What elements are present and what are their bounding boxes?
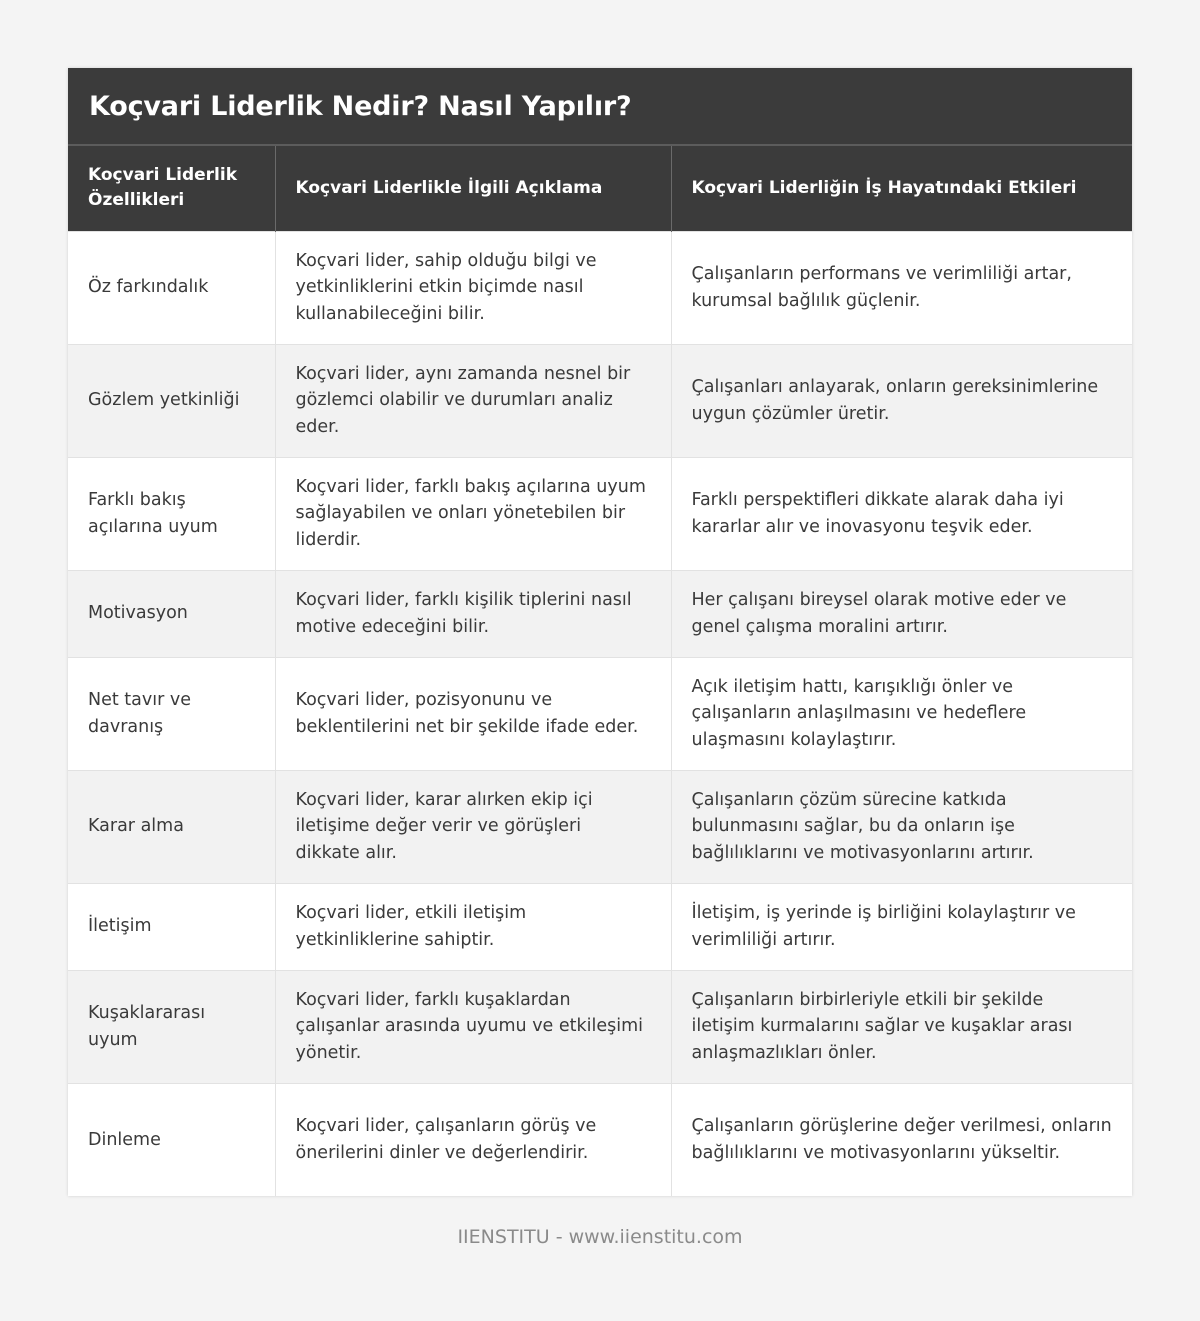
- cell-feature: Gözlem yetkinliği: [68, 344, 275, 457]
- column-header-features: Koçvari Liderlik Özellikleri: [68, 145, 275, 231]
- table-row: [68, 457, 1132, 570]
- table-row: [68, 770, 1132, 883]
- table-row: [68, 970, 1132, 1083]
- cell-feature: Net tavır ve davranış: [68, 657, 275, 770]
- cell-feature: Dinleme: [68, 1083, 275, 1196]
- cell-description: Koçvari lider, çalışanların görüş ve önerilerini dinler ve değerlendirir.: [275, 1083, 671, 1196]
- cell-description: Koçvari lider, karar alırken ekip içi iletişime değer verir ve görüşleri dikkate alır.: [275, 770, 671, 883]
- cell-effect: Çalışanların performans ve verimliliği artar, kurumsal bağlılık güçlenir.: [671, 231, 1132, 344]
- cell-feature: Motivasyon: [68, 570, 275, 657]
- cell-description: Koçvari lider, etkili iletişim yetkinliklerine sahiptir.: [275, 883, 671, 970]
- table-row: [68, 231, 1132, 344]
- data-table: [68, 144, 1132, 1196]
- cell-effect: İletişim, iş yerinde iş birliğini kolaylaştırır ve verimliliği artırır.: [671, 883, 1132, 970]
- table-row: [68, 883, 1132, 970]
- cell-feature: Öz farkındalık: [68, 231, 275, 344]
- table-card: [68, 68, 1132, 1196]
- table-row: [68, 1083, 1132, 1196]
- cell-effect: Çalışanların birbirleriyle etkili bir şekilde iletişim kurmalarını sağlar ve kuşaklar arası anlaşmazlıkları önler.: [671, 970, 1132, 1083]
- cell-effect: Açık iletişim hattı, karışıklığı önler ve çalışanların anlaşılmasını ve hedeflere ulaşmasını kolaylaştırır.: [671, 657, 1132, 770]
- cell-description: Koçvari lider, farklı kişilik tiplerini nasıl motive edeceğini bilir.: [275, 570, 671, 657]
- cell-feature: İletişim: [68, 883, 275, 970]
- page-title: Koçvari Liderlik Nedir? Nasıl Yapılır?: [68, 68, 1132, 144]
- cell-effect: Çalışanların görüşlerine değer verilmesi, onların bağlılıklarını ve motivasyonlarını yükseltir.: [671, 1083, 1132, 1196]
- cell-effect: Her çalışanı bireysel olarak motive eder ve genel çalışma moralini artırır.: [671, 570, 1132, 657]
- table-row: [68, 344, 1132, 457]
- column-header-description: Koçvari Liderlikle İlgili Açıklama: [275, 145, 671, 231]
- cell-feature: Karar alma: [68, 770, 275, 883]
- cell-description: Koçvari lider, farklı kuşaklardan çalışanlar arasında uyumu ve etkileşimi yönetir.: [275, 970, 671, 1083]
- cell-description: Koçvari lider, sahip olduğu bilgi ve yetkinliklerini etkin biçimde nasıl kullanabileceğini bilir.: [275, 231, 671, 344]
- cell-feature: Farklı bakış açılarına uyum: [68, 457, 275, 570]
- table-header-row: [68, 145, 1132, 231]
- table-row: [68, 570, 1132, 657]
- footer-credit: IIENSTITU - www.iienstitu.com: [457, 1226, 743, 1248]
- cell-description: Koçvari lider, pozisyonunu ve beklentilerini net bir şekilde ifade eder.: [275, 657, 671, 770]
- cell-feature: Kuşaklararası uyum: [68, 970, 275, 1083]
- column-header-effects: Koçvari Liderliğin İş Hayatındaki Etkileri: [671, 145, 1132, 231]
- cell-effect: Çalışanları anlayarak, onların gereksinimlerine uygun çözümler üretir.: [671, 344, 1132, 457]
- cell-description: Koçvari lider, aynı zamanda nesnel bir gözlemci olabilir ve durumları analiz eder.: [275, 344, 671, 457]
- cell-effect: Çalışanların çözüm sürecine katkıda bulunmasını sağlar, bu da onların işe bağlılıklarını ve motivasyonlarını artırır.: [671, 770, 1132, 883]
- cell-description: Koçvari lider, farklı bakış açılarına uyum sağlayabilen ve onları yönetebilen bir liderdir.: [275, 457, 671, 570]
- table-row: [68, 657, 1132, 770]
- cell-effect: Farklı perspektifleri dikkate alarak daha iyi kararlar alır ve inovasyonu teşvik eder.: [671, 457, 1132, 570]
